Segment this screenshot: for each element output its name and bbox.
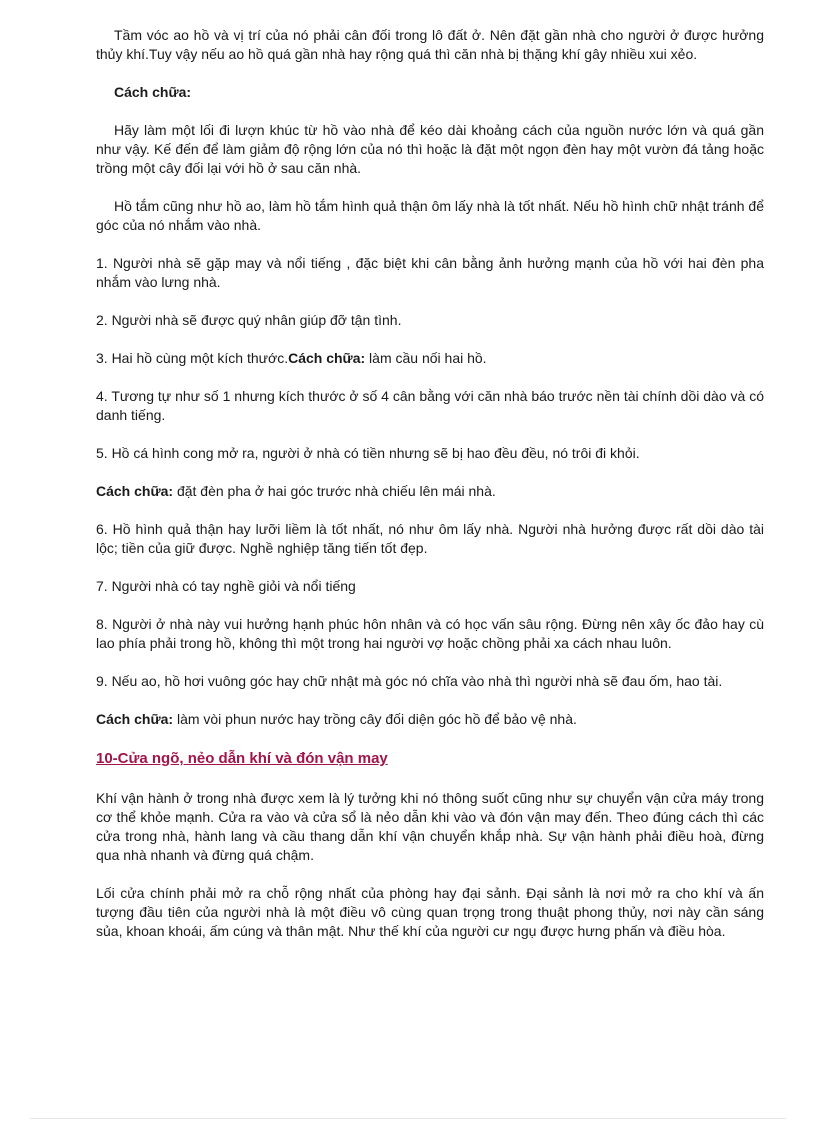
list-item-8: 8. Người ở nhà này vui hưởng hạnh phúc hôn nhân và có học vấn sâu rộng. Đừng nên xây ốc đảo hay cù lao phía phải trong hồ, không thì một trong hai người vợ hoặc chồng phải xa cách nhau luôn.	[96, 616, 764, 651]
remedy-5-text: đặt đèn pha ở hai góc trước nhà chiếu lên mái nhà.	[173, 483, 496, 499]
list-item-4: 4. Tương tự như số 1 nhưng kích thước ở số 4 cân bằng với căn nhà báo trước nền tài chính dồi dào và có danh tiếng.	[96, 388, 764, 423]
list-item-9: 9. Nếu ao, hồ hơi vuông góc hay chữ nhật mà góc nó chĩa vào nhà thì người nhà sẽ đau ốm, hao tài.	[96, 673, 723, 689]
paragraph-pond-size: Tầm vóc ao hồ và vị trí của nó phải cân đối trong lô đất ở. Nên đặt gần nhà cho người ở được hưởng thủy khí.Tuy vậy nếu ao hồ quá gần nhà hay rộng quá thì căn nhà bị thặng khí gây nhiều xui xẻo.	[96, 27, 764, 62]
list-item-3	[96, 349, 764, 368]
page-bottom-divider	[30, 1118, 786, 1119]
remedy-9-label: Cách chữa:	[96, 711, 174, 727]
list-item-6: 6. Hồ hình quả thận hay lưỡi liềm là tốt nhất, nó như ôm lấy nhà. Người nhà hưởng được rất dồi dào tài lộc; tiền của giữ được. Nghề nghiệp tăng tiến tốt đẹp.	[96, 521, 764, 556]
paragraph-swimming-pool: Hồ tắm cũng như hồ ao, làm hồ tắm hình quả thận ôm lấy nhà là tốt nhất. Nếu hồ hình chữ nhật tránh để góc của nó nhắm vào nhà.	[96, 198, 764, 233]
section-paragraph-2: Lối cửa chính phải mở ra chỗ rộng nhất của phòng hay đại sảnh. Đại sảnh là nơi mở ra cho khí và ấn tượng đầu tiên của người nhà là một điều vô cùng quan trọng trong thuật phong thủy, nơi này cần sáng sủa, khoan khoái, ấm cúng và thân mật. Như thế khí của người cư ngụ được hưng phấn và điều hòa.	[96, 885, 764, 939]
list-item-5: 5. Hồ cá hình cong mở ra, người ở nhà có tiền nhưng sẽ bị hao đều đều, nó trôi đi khỏi.	[96, 445, 640, 461]
section-heading: 10-Cửa ngõ, nẻo dẫn khí và đón vận may	[96, 750, 388, 767]
remedy-heading: Cách chữa:	[114, 84, 192, 100]
paragraph-remedy-path: Hãy làm một lối đi lượn khúc từ hồ vào nhà để kéo dài khoảng cách của nguồn nước lớn và quá gần như vậy. Kế đến để làm giảm độ rộng lớn của nó thì hoặc là đặt một ngọn đèn hay một vườn đá tảng hoặc trồng một cây đối lại với hồ ở sau căn nhà.	[96, 122, 764, 176]
list-item-2: 2. Người nhà sẽ được quý nhân giúp đỡ tận tình.	[96, 312, 402, 328]
list-item-3-text: 3. Hai hồ cùng một kích thước.	[96, 350, 289, 366]
list-item-3-remedy-text: làm cầu nối hai hồ.	[365, 350, 487, 366]
list-item-1: 1. Người nhà sẽ gặp may và nổi tiếng , đặc biệt khi cân bằng ảnh hưởng mạnh của hồ với hai đèn pha nhắm vào lưng nhà.	[96, 255, 764, 290]
remedy-5-label: Cách chữa:	[96, 483, 174, 499]
section-paragraph-1: Khí vận hành ở trong nhà được xem là lý tưởng khi nó thông suốt cũng như sự chuyển vận cửa máy trong cơ thể khỏe mạnh. Cửa ra vào và cửa sổ là nẻo dẫn khi vào và đón vận may đến. Theo đúng cách thì các cửa trong nhà, hành lang và cầu thang dẫn khí vận chuyển khắp nhà. Sự vận hành phải điều hoà, đừng qua nhà nhanh và đừng quá chậm.	[96, 790, 764, 863]
remedy-item-9	[96, 710, 764, 729]
list-item-3-remedy-label: Cách chữa:	[288, 350, 366, 366]
document-page	[96, 26, 764, 941]
remedy-9-text: làm vòi phun nước hay trồng cây đối diện góc hồ để bảo vệ nhà.	[173, 711, 577, 727]
remedy-item-5	[96, 482, 764, 501]
list-item-7: 7. Người nhà có tay nghề giỏi và nổi tiếng	[96, 578, 356, 594]
